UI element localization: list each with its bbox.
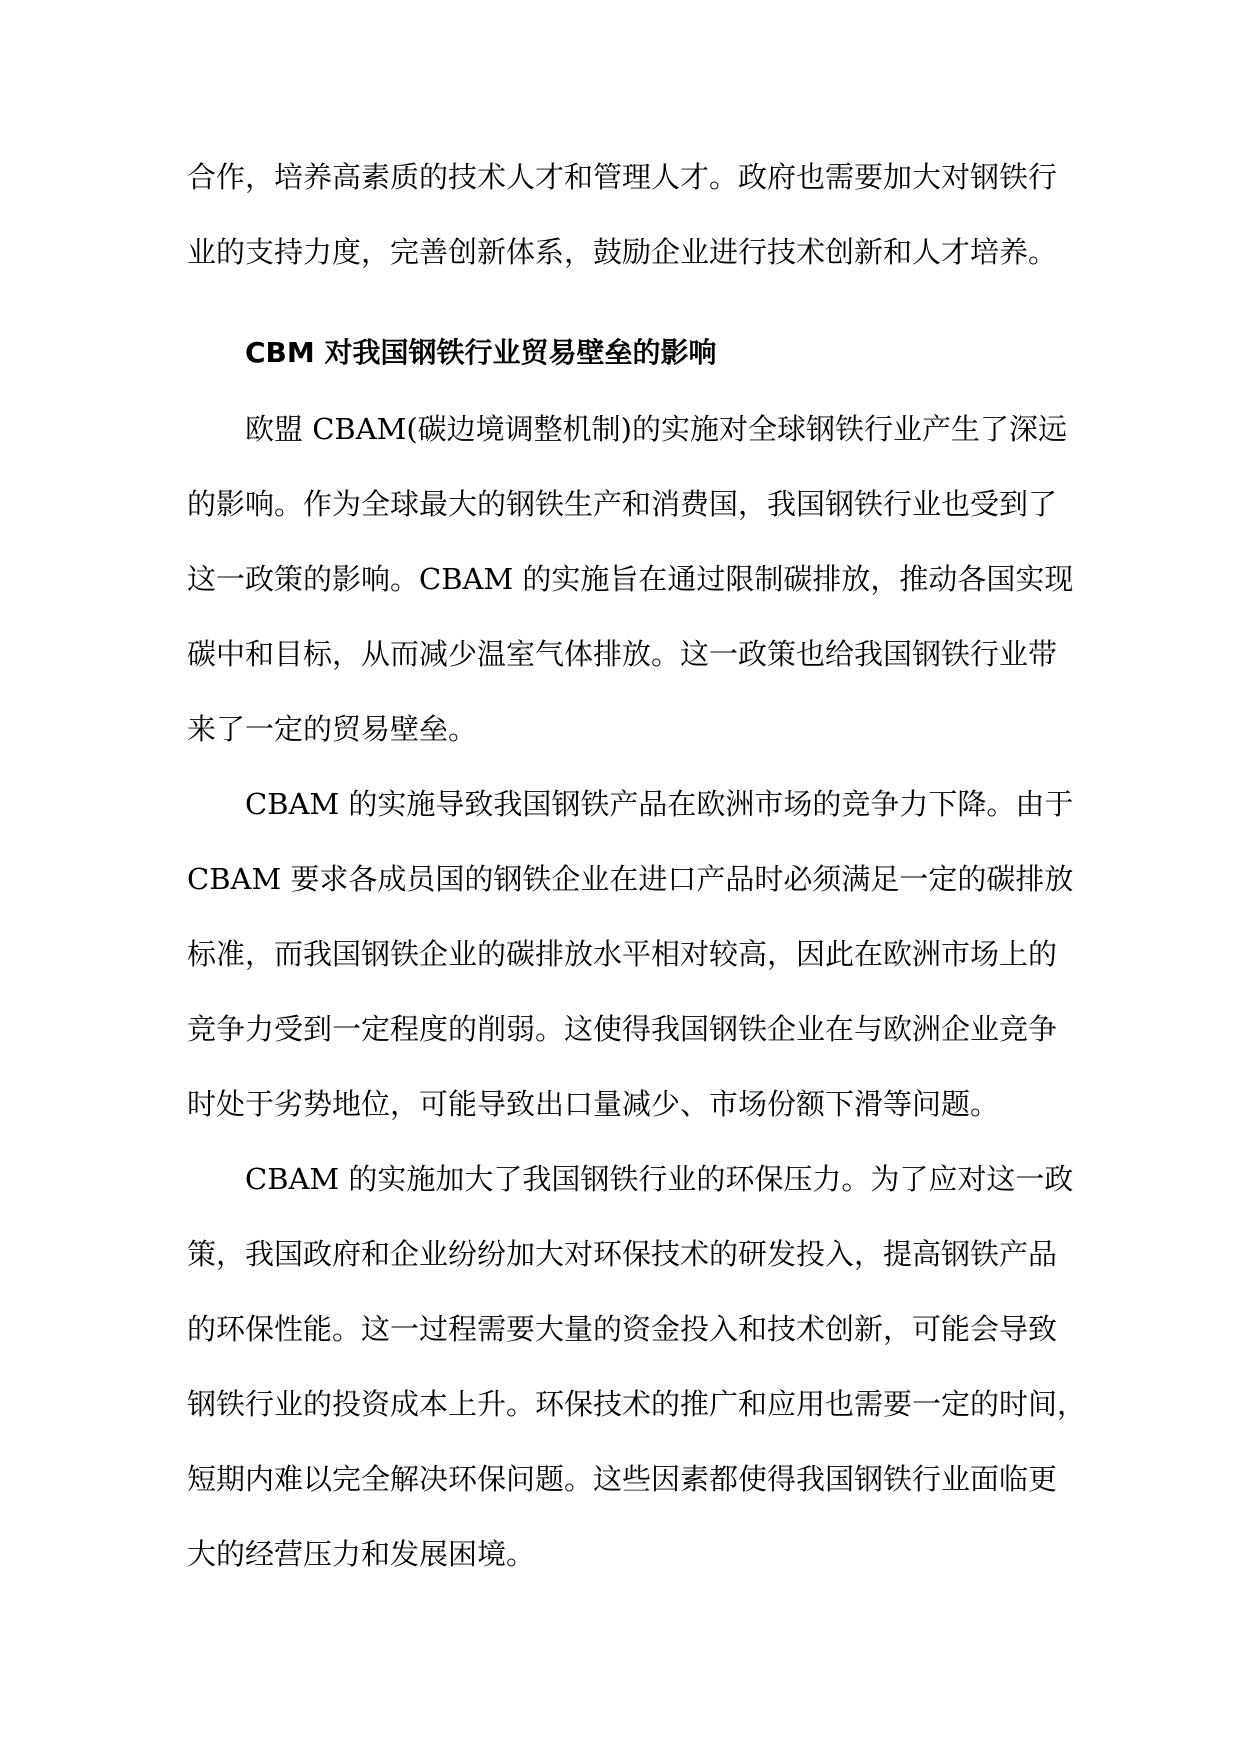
text-line: 标准，而我国钢铁企业的碳排放水平相对较高，因此在欧洲市场上的 (187, 937, 1058, 971)
text-line: 的环保性能。这一过程需要大量的资金投入和技术创新，可能会导致 (187, 1312, 1058, 1346)
paragraph-2 (187, 767, 1074, 1142)
text-line: CBAM 要求各成员国的钢铁企业在进口产品时必须满足一定的碳排放 (187, 862, 1074, 896)
text-line: 竞争力受到一定程度的削弱。这使得我国钢铁企业在与欧洲企业竞争 (187, 1012, 1058, 1046)
text-line: 时处于劣势地位，可能导致出口量减少、市场份额下滑等问题。 (187, 1087, 1000, 1121)
text-line: 合作，培养高素质的技术人才和管理人才。政府也需要加大对钢铁行 (187, 160, 1058, 194)
paragraph-1 (187, 392, 1074, 767)
section-heading: CBM 对我国钢铁行业贸易壁垒的影响 (245, 336, 717, 369)
text-line: 来了一定的贸易壁垒。 (187, 712, 478, 746)
document-body (187, 140, 1087, 1592)
text-line: 短期内难以完全解决环保问题。这些因素都使得我国钢铁行业面临更 (187, 1462, 1058, 1496)
text-line: 这一政策的影响。CBAM 的实施旨在通过限制碳排放，推动各国实现 (187, 562, 1074, 596)
text-line: 业的支持力度，完善创新体系，鼓励企业进行技术创新和人才培养。 (187, 235, 1058, 269)
intro-paragraph (187, 140, 1057, 290)
text-line: 碳中和目标，从而减少温室气体排放。这一政策也给我国钢铁行业带 (187, 637, 1058, 671)
text-line: 的影响。作为全球最大的钢铁生产和消费国，我国钢铁行业也受到了 (187, 487, 1058, 521)
paragraph-3 (187, 1142, 1087, 1592)
text-line: 钢铁行业的投资成本上升。环保技术的推广和应用也需要一定的时间， (187, 1387, 1087, 1421)
text-line: CBAM 的实施导致我国钢铁产品在欧洲市场的竞争力下降。由于 (245, 787, 1074, 821)
text-line: CBAM 的实施加大了我国钢铁行业的环保压力。为了应对这一政 (245, 1162, 1074, 1196)
text-line: 策，我国政府和企业纷纷加大对环保技术的研发投入，提高钢铁产品 (187, 1237, 1058, 1271)
text-line: 欧盟 CBAM(碳边境调整机制)的实施对全球钢铁行业产生了深远 (245, 412, 1067, 446)
text-line: 大的经营压力和发展困境。 (187, 1537, 536, 1571)
